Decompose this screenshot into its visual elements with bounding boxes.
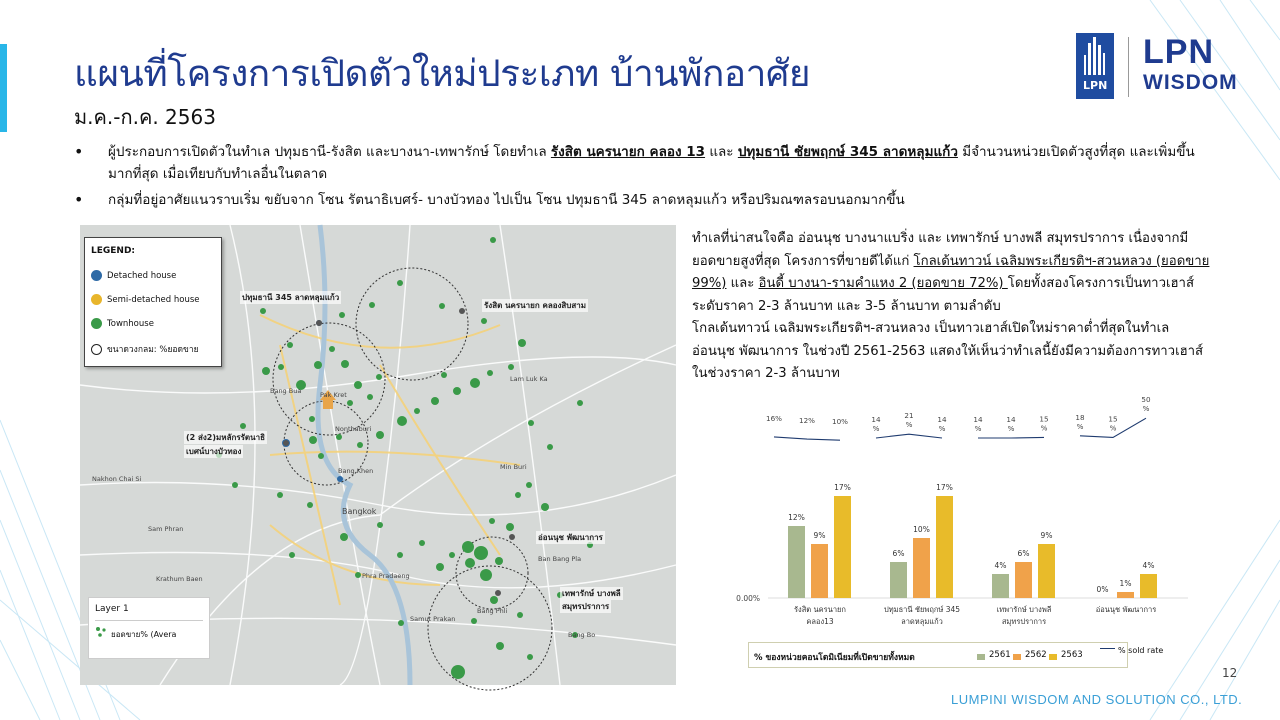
bar-2561-1 [890, 562, 907, 598]
analysis-paragraph [692, 228, 1212, 386]
paragraph-text: โดยทั้งสองโครงการเป็นทาวเฮาส์ ระดับราคา 2-3 ล้านบาท และ 3-5 ล้านบาท ตามลำดับ [692, 276, 1195, 314]
category-label: รังสิต นครนายก [794, 605, 846, 614]
legend-label: Detached house [107, 270, 177, 281]
layer-title: Layer 1 [95, 604, 129, 614]
legend-swatch-2563 [1049, 654, 1057, 660]
category-label: คลอง13 [806, 617, 834, 626]
bar-2563-3 [1140, 574, 1157, 598]
company-footer: LUMPINI WISDOM AND SOLUTION CO., LTD. [951, 692, 1243, 707]
legend-series-2562: 2562 [1025, 650, 1047, 660]
sold-rate-label: % [1076, 421, 1084, 431]
bar-2563-1 [936, 496, 953, 598]
sold-rate-label: % [1007, 424, 1015, 433]
chart-legend-title: % ของหน่วยคอนโดมิเนียมที่เปิดขายทั้งหมด [754, 653, 915, 663]
bar-2561-0 [788, 526, 805, 598]
sold-rate-label: 14 [937, 415, 947, 424]
map-label-theparak-2: สมุทรปราการ [562, 602, 610, 611]
layer-dots-icon [95, 626, 109, 638]
bullet-text: ผู้ประกอบการเปิดตัวในทำเล ปทุมธานี-รังสิต และบางนา-เทพารักษ์ โดยทำเล [108, 144, 551, 160]
lpn-logo-box [1076, 33, 1114, 99]
legend-item-size [91, 342, 199, 356]
bar-value-label: 0% [1096, 585, 1109, 594]
place-label: Bang Khen [338, 467, 374, 475]
legend-line-swatch [1100, 648, 1115, 649]
paragraph-text: โกลเด้นทาวน์ เฉลิมพระเกียรติฯ-สวนหลวง เป็นทาวเฮาส์เปิดใหม่ราคาต่ำที่สุดในทำเล อ่อนนุช พัฒนาการ ในช่วงปี 2561-2563 แสดงให้เห็นว่าทำเลนี้ยังมีความต้องการทาวเฮาส์ในช่วงราคา 2-3 ล้านบาท [692, 321, 1204, 381]
map-legend [84, 237, 222, 367]
building-icon [1076, 35, 1114, 77]
bar-2563-0 [834, 496, 851, 598]
place-label: Bang Phli [477, 607, 508, 615]
logo-separator [1128, 37, 1129, 97]
category-label: อ่อนนุช พัฒนาการ [1095, 605, 1157, 614]
place-label: Nakhon Chai Si [92, 475, 142, 483]
place-label: Min Buri [500, 463, 527, 471]
bar-2563-2 [1038, 544, 1055, 598]
bar-2561-2 [992, 574, 1009, 598]
place-label: Pak Kret [320, 391, 347, 399]
legend-label: ขนาดวงกลม: %ยอดขาย [107, 345, 199, 355]
bullet-highlight: รังสิต นครนายก คลอง 13 [550, 144, 706, 160]
legend-item-townhouse [91, 318, 154, 329]
place-label: Krathum Baen [156, 575, 203, 583]
sold-rate-label: % [1040, 423, 1048, 433]
page-subtitle: ม.ค.-ก.ค. 2563 [74, 105, 216, 129]
sold-rate-line-2 [978, 437, 1044, 438]
place-label: Sam Phran [148, 525, 184, 533]
page-title: แผนที่โครงการเปิดตัวใหม่ประเภท บ้านพักอาศัย [74, 52, 811, 95]
bullet-item-2 [74, 189, 1214, 211]
legend-dot [91, 344, 102, 355]
map-label-ratana: (2 ส่ง2)มหลักรรัตนาธิ [186, 433, 265, 442]
logo-wisdom-text: WISDOM [1143, 71, 1238, 94]
legend-series-2563: 2563 [1061, 650, 1083, 660]
sold-rate-label: % [1109, 423, 1117, 433]
place-label: Phra Pradaeng [362, 572, 410, 580]
sold-rate-label: 10% [832, 417, 848, 427]
sold-rate-label: 14 [1006, 415, 1016, 424]
category-label: ปทุมธานี ชัยพฤกษ์ 345 [883, 605, 961, 614]
legend-dot [91, 294, 102, 305]
bar-value-label: 1% [1119, 579, 1132, 588]
y-axis-label: 0.00% [736, 594, 760, 603]
legend-label: Semi-detached house [107, 294, 200, 305]
legend-dot [91, 270, 102, 281]
sold-rate-label: 21 [904, 411, 914, 421]
bar-value-label: 4% [1142, 561, 1155, 570]
sold-rate-label: 14 [871, 415, 881, 424]
bullet-text: และ [705, 144, 738, 160]
sold-rate-label: 12% [799, 416, 815, 426]
sold-rate-label: 15 [1039, 414, 1049, 424]
logo-lpn-text: LPN [1143, 33, 1214, 71]
legend-dot [91, 318, 102, 329]
bar-2562-0 [811, 544, 828, 598]
paragraph-text: ทำเลที่น่าสนใจคือ อ่อนนุช บางนาแบริ่ง และ เทพารักษ์ บางพลี สมุทรปราการ เนื่องจากมียอดขายสูงที่สุด โครงการที่ขายดีได้แก่ [692, 231, 1189, 269]
bar-2562-1 [913, 538, 930, 598]
bar-value-label: 9% [1040, 531, 1053, 540]
sold-rate-label: 15 [1108, 414, 1118, 424]
legend-title: LEGEND: [91, 246, 136, 256]
page-number: 12 [1222, 666, 1238, 680]
bar-value-label: 6% [892, 549, 905, 558]
bar-value-label: 6% [1017, 549, 1030, 558]
place-label: Nonthaburi [335, 425, 372, 433]
bar-value-label: 17% [936, 483, 953, 492]
sales-chart [736, 395, 1188, 640]
sold-rate-label: 18 [1075, 412, 1085, 422]
place-label: Lam Luk Ka [510, 375, 548, 383]
layer-panel [88, 597, 210, 659]
paragraph-highlight: โกลเด้นทาวน์ เฉลิมพระเกียรติฯ-สวนหลวง (ยอดขาย 99%) [692, 253, 1210, 291]
legend-label: Townhouse [107, 318, 154, 329]
legend-item-semi-detached [91, 294, 200, 305]
bar-value-label: 9% [813, 531, 826, 540]
chart-legend [748, 642, 1128, 668]
legend-item-detached [91, 270, 176, 281]
logo-box-text: LPN [1083, 79, 1108, 92]
category-label: ลาดหลุมแก้ว [901, 617, 943, 626]
sold-rate-line-0 [774, 437, 840, 440]
accent-bar [0, 44, 7, 132]
legend-swatch-2562 [1013, 654, 1021, 660]
legend-series-2561: 2561 [989, 650, 1011, 660]
sold-rate-label: 50 [1141, 395, 1151, 405]
bullet-text: มีจำนวนหน่วยเปิดตัวสูงที่สุด และเพิ่มขึ้นมากที่สุด เมื่อเทียบกับทำเลอื่นในตลาด [108, 144, 1195, 182]
bar-value-label: 12% [788, 513, 805, 522]
sold-rate-line-1 [876, 434, 942, 438]
place-label: Bang Bo [568, 631, 596, 639]
project-map[interactable] [80, 225, 676, 685]
bar-2562-3 [1117, 592, 1134, 598]
bar-value-label: 10% [913, 525, 930, 534]
place-label: Samut Prakan [410, 615, 456, 623]
sold-rate-label: % [1142, 404, 1150, 414]
legend-sold-rate: % sold rate [1118, 646, 1164, 655]
bullet-list [74, 141, 1214, 211]
sold-rate-label: % [905, 420, 913, 430]
map-label-pathum: ปทุมธานี 345 ลาดหลุมแก้ว [242, 293, 340, 302]
sold-rate-label: 14 [973, 415, 983, 424]
map-label-rangsit: รังสิต นครนายก คลองสิบสาม [484, 301, 587, 310]
paragraph-text: และ [726, 276, 759, 291]
category-label: สมุทรปราการ [1001, 617, 1047, 626]
paragraph-highlight: อินดี้ บางนา-รามคำแหง 2 (ยอดขาย 72%) [758, 276, 1008, 291]
bullet-highlight: ปทุมธานี ชัยพฤกษ์ 345 ลาดหลุมแก้ว [737, 144, 958, 160]
map-label-theparak: เทพารักษ์ บางพลี [562, 589, 621, 598]
legend-swatch-2561 [977, 654, 985, 660]
sold-rate-label: % [872, 424, 880, 433]
place-label: Ban Bang Pla [538, 555, 582, 563]
bar-2562-2 [1015, 562, 1032, 598]
layer-item: ยอดขาย% (Avera [111, 630, 177, 639]
place-label: Bangkok [342, 507, 377, 516]
sold-rate-label: % [974, 424, 982, 433]
sold-rate-label: 16% [766, 413, 782, 423]
bar-value-label: 17% [834, 483, 851, 492]
bullet-text: กลุ่มที่อยู่อาศัยแนวราบเริ่ม ขยับจาก โซน รัตนาธิเบศร์- บางบัวทอง ไปเป็น โซน ปทุมธานี 345 ลาดหลุมแก้ว หรือปริมณฑลรอบนอกมากขึ้น [108, 192, 905, 208]
bullet-item-1 [74, 141, 1214, 185]
bar-value-label: 4% [994, 561, 1007, 570]
sold-rate-label: % [938, 424, 946, 433]
place-label: Bang Bua [270, 387, 302, 395]
map-label-ratana-2: เบศน์บางบัวทอง [186, 447, 242, 456]
map-label-onnut: อ่อนนุช พัฒนาการ [538, 533, 603, 542]
category-label: เทพารักษ์ บางพลี [996, 605, 1052, 614]
